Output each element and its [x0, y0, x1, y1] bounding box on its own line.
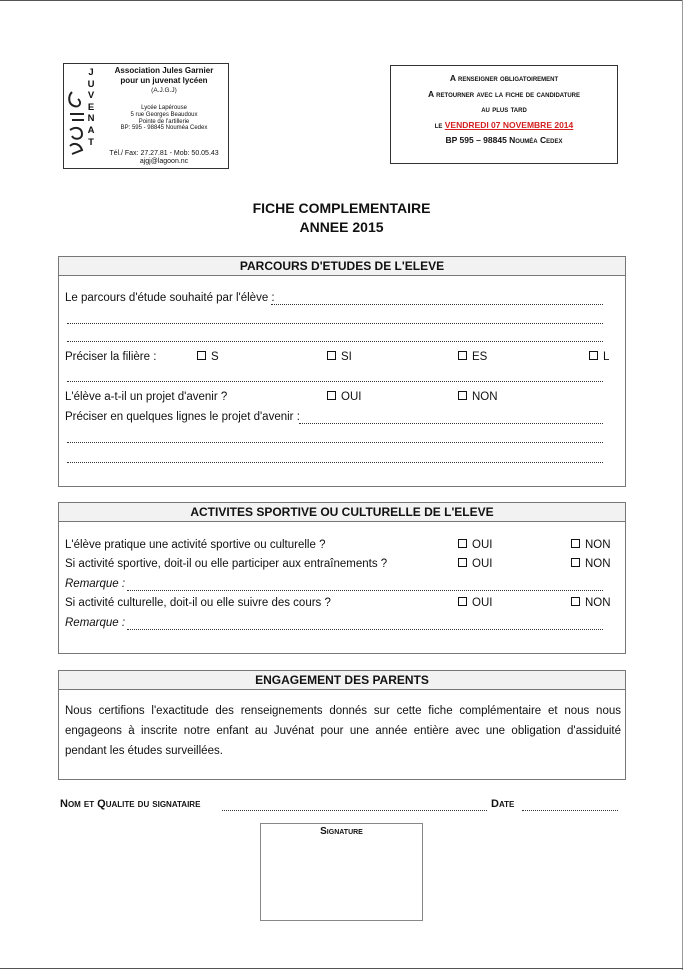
juvenat-letter: U: [87, 78, 95, 90]
non-label: NON: [585, 558, 611, 570]
remarque-label: Remarque :: [65, 578, 126, 590]
activite-question: L'élève pratique une activité sportive ou culturelle ?: [65, 539, 326, 551]
juvenat-letter: A: [87, 124, 95, 136]
checkbox-icon[interactable]: [571, 539, 580, 548]
address-line: Pointe de l'artillerie: [138, 118, 190, 125]
notice-date-prefix: le: [434, 119, 443, 130]
filiere-answer-line[interactable]: [67, 381, 603, 382]
checkbox-icon[interactable]: [327, 351, 336, 360]
notice-deadline-date: VENDREDI 07 NOVEMBRE 2014: [444, 119, 574, 130]
checkbox-icon[interactable]: [327, 391, 336, 400]
association-logo-box: [63, 63, 229, 169]
parcours-question: Le parcours d'étude souhaité par l'élève :: [65, 292, 275, 304]
checkbox-icon[interactable]: [458, 351, 467, 360]
notice-line3: au plus tard: [481, 104, 527, 114]
checkbox-icon[interactable]: [458, 558, 467, 567]
checkbox-icon[interactable]: [571, 558, 580, 567]
filiere-question: Préciser la filière :: [65, 351, 157, 363]
checkbox-icon[interactable]: [197, 351, 206, 360]
entrainements-option-oui[interactable]: [458, 558, 492, 570]
cours-option-non[interactable]: [571, 597, 611, 609]
page-title: FICHE COMPLEMENTAIRE: [252, 200, 431, 216]
address-line: Lycée Lapérouse: [141, 105, 187, 111]
activite-option-non[interactable]: [571, 539, 611, 551]
association-address: [100, 105, 228, 132]
engagement-section: [58, 670, 626, 780]
address-line: 5 rue Georges Beaudoux: [130, 111, 198, 118]
parcours-answer-line[interactable]: [67, 341, 603, 342]
notice-line4: [391, 118, 617, 134]
filiere-label: SI: [341, 351, 352, 363]
checkbox-icon[interactable]: [458, 391, 467, 400]
oui-label: OUI: [472, 539, 493, 551]
juvenat-letter: J: [88, 67, 94, 78]
non-label: NON: [585, 539, 611, 551]
filiere-option-si[interactable]: [327, 351, 352, 363]
remarque-text: Remarque: [65, 617, 119, 629]
notice-box: [390, 65, 618, 164]
notice-line1: A renseigner obligatoirement: [449, 73, 559, 83]
association-line1: Association Jules Garnier: [114, 66, 214, 75]
association-name: [100, 66, 228, 96]
juvenat-letter: V: [87, 90, 95, 102]
parcours-section: [58, 256, 626, 487]
projet-option-oui[interactable]: [327, 391, 361, 403]
page-subtitle: ANNEE 2015: [299, 219, 384, 235]
projet-answer-line[interactable]: [67, 462, 603, 463]
address-line: BP: 595 - 98845 Nouméa Cedex: [120, 125, 208, 132]
projet-answer-line[interactable]: [299, 423, 603, 424]
oui-label: OUI: [341, 391, 362, 403]
parcours-header: PARCOURS D'ETUDES DE L'ELEVE: [59, 257, 625, 276]
non-label: NON: [472, 391, 498, 403]
association-abbr: (A.J.G.J): [151, 87, 177, 94]
email-text: ajgj@lagoon.nc: [139, 158, 189, 165]
filiere-option-s[interactable]: [197, 351, 219, 363]
entrainements-option-non[interactable]: [571, 558, 611, 570]
checkbox-icon[interactable]: [571, 597, 580, 606]
oui-label: OUI: [472, 558, 493, 570]
activites-header: ACTIVITES SPORTIVE OU CULTURELLE DE L'ELEVE: [59, 503, 625, 522]
remarque-label: Remarque :: [65, 617, 126, 629]
projet-details-question: Préciser en quelques lignes le projet d'avenir :: [65, 411, 300, 423]
activite-option-oui[interactable]: [458, 539, 492, 551]
cours-option-oui[interactable]: [458, 597, 492, 609]
filiere-label: L: [603, 351, 610, 363]
engagement-header: ENGAGEMENT DES PARENTS: [59, 671, 625, 690]
filiere-option-es[interactable]: [458, 351, 487, 363]
checkbox-icon[interactable]: [458, 539, 467, 548]
date-label: Date: [491, 798, 515, 810]
phone-text: Tél./ Fax: 27.27.81 - Mob: 50.05.43: [109, 150, 219, 157]
activites-section: [58, 502, 626, 654]
page-border-top: [0, 0, 683, 1]
remarque-text: Remarque: [65, 578, 119, 590]
page-border-bottom: [0, 968, 683, 969]
association-line2: pour un juvenat lycéen: [120, 75, 208, 85]
parcours-answer-line[interactable]: [271, 304, 603, 305]
checkbox-icon[interactable]: [589, 351, 598, 360]
entrainements-question: Si activité sportive, doit-il ou elle participer aux entraînements ?: [65, 558, 388, 570]
juvenat-letter: N: [87, 113, 95, 125]
engagement-text: Nous certifions l'exactitude des renseignements donnés sur cette fiche complémentaire et nous nous engageons à inscrite notre enfant au Juvénat pour une année entière avec une obligation d'assiduité pendant les études surveillées.: [65, 705, 621, 757]
filiere-option-l[interactable]: [589, 351, 609, 363]
signature-box[interactable]: [260, 823, 423, 921]
notice-line5: BP 595 – 98845 Nouméa Cedex: [445, 135, 563, 145]
filiere-label: S: [211, 351, 219, 363]
juvenat-letter: E: [87, 101, 95, 113]
juvenat-vertical-letters: [86, 67, 96, 148]
notice-line2: A retourner avec la fiche de candidature: [428, 88, 580, 99]
nom-qualite-line[interactable]: [222, 810, 487, 811]
projet-answer-line[interactable]: [67, 442, 603, 443]
juvenat-letter: T: [88, 136, 94, 148]
oui-label: OUI: [472, 597, 493, 609]
checkbox-icon[interactable]: [458, 597, 467, 606]
signature-label: Signature: [320, 826, 363, 837]
cours-question: Si activité culturelle, doit-il ou elle suivre des cours ?: [65, 597, 331, 609]
non-label: NON: [585, 597, 611, 609]
projet-option-non[interactable]: [458, 391, 498, 403]
remarque-answer-line[interactable]: [127, 590, 603, 591]
projet-question: L'élève a-t-il un projet d'avenir ?: [65, 391, 228, 403]
association-contact: [100, 150, 228, 166]
nom-qualite-label: Nom et Qualite du signataire: [60, 798, 201, 810]
remarque-answer-line[interactable]: [127, 629, 603, 630]
filiere-label: ES: [472, 351, 488, 363]
parcours-answer-line[interactable]: [67, 323, 603, 324]
juvenat-emblem-icon: [66, 74, 88, 158]
date-line[interactable]: [522, 810, 618, 811]
